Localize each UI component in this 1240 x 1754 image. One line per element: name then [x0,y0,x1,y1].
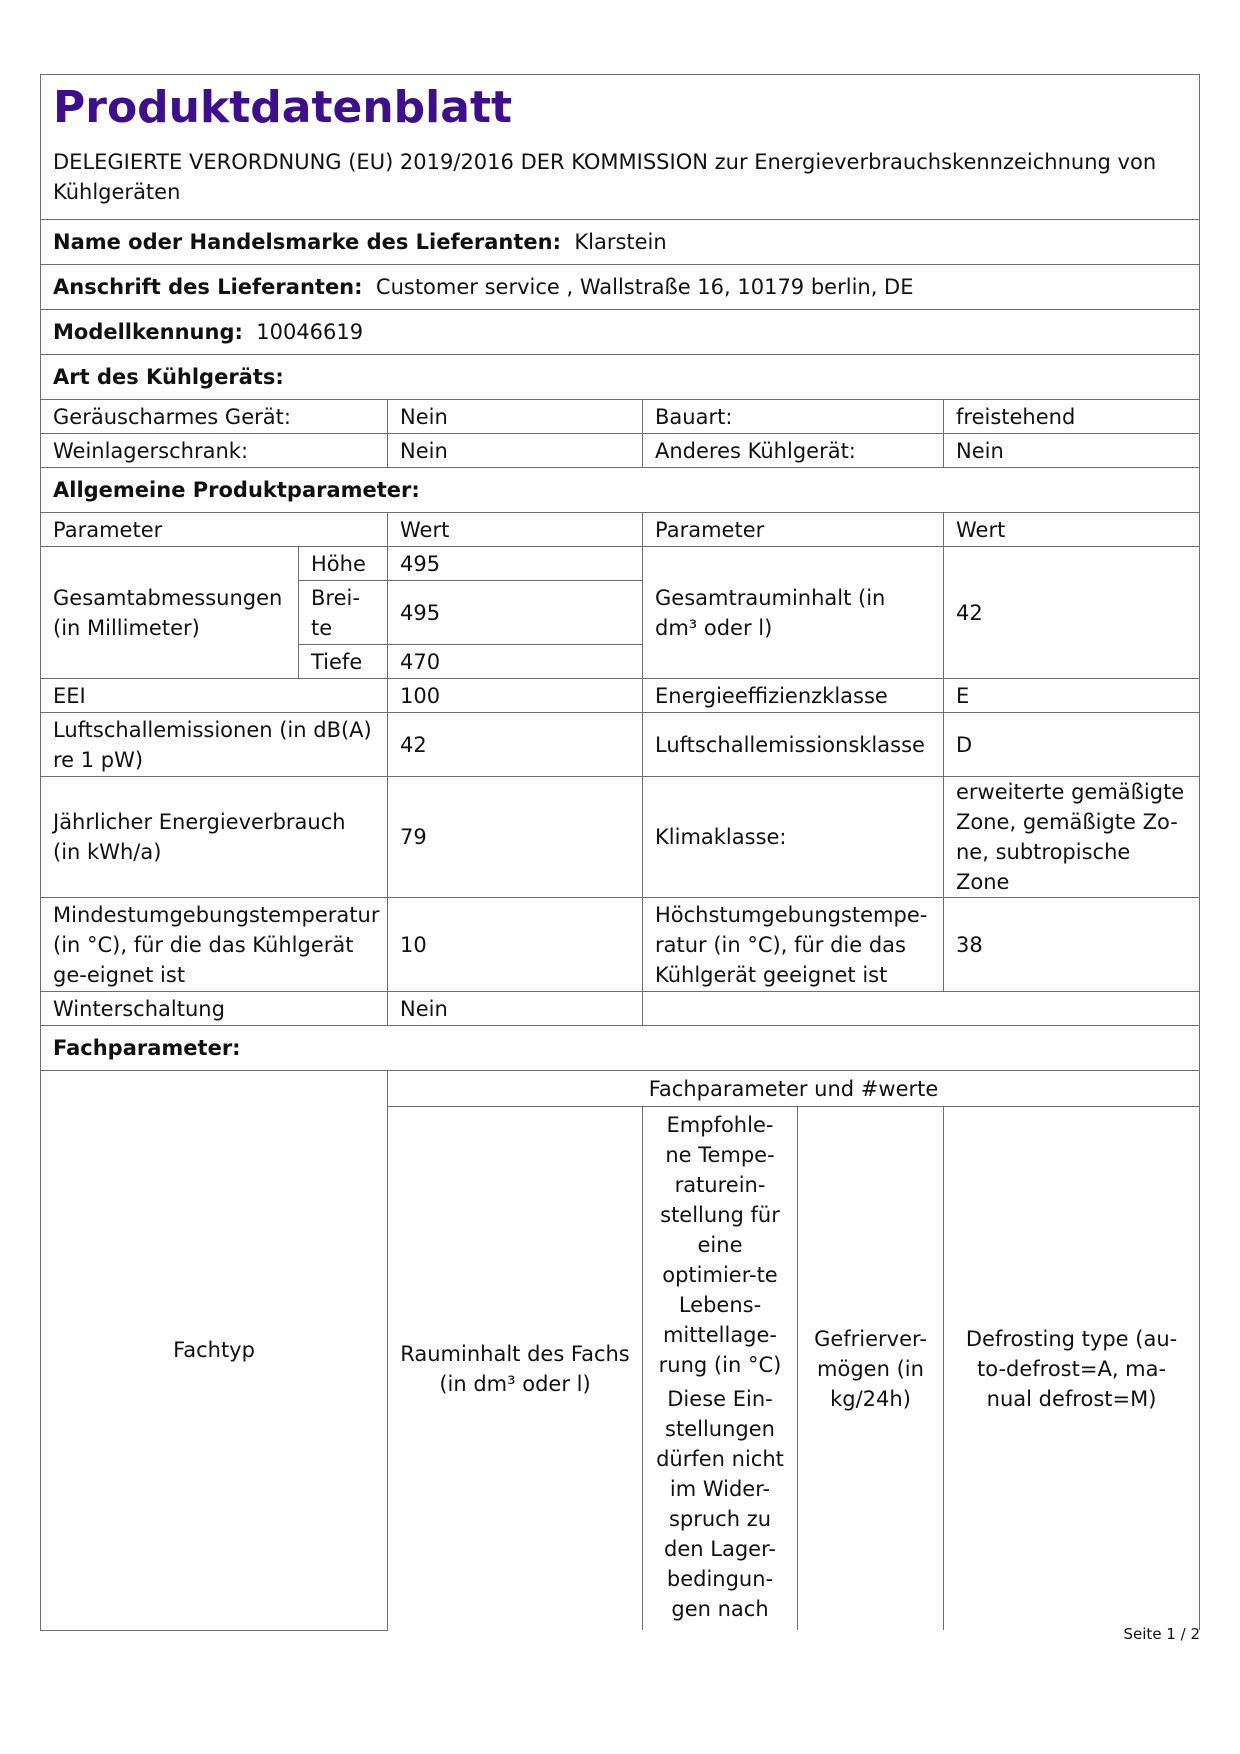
model-label: Modellkennung: [53,320,243,344]
column-header-value: Wert [944,513,1200,547]
page-number: Seite 1 / 2 [1123,1625,1200,1643]
type-value-right: freistehend [944,400,1200,434]
width-value: 495 [388,581,643,645]
type-param-right: Bauart: [643,400,944,434]
temp-recommendation-text: Empfohle-ne Tempe-raturein-stellung für eine optimier-te Lebens-mittellage-rung (in °C) [658,1113,782,1377]
volume-value: 42 [944,547,1200,679]
column-header-parameter: Parameter [41,513,388,547]
compartment-volume-header: Rauminhalt des Fachs (in dm³ oder l) [388,1107,643,1631]
param-right-label: Höchstumgebungstempe-ratur (in °C), für die das Kühlgerät geeignet ist [643,898,944,992]
fachtyp-header: Fachtyp [41,1071,388,1631]
freezing-capacity-header: Gefrierver-mögen (in kg/24h) [798,1107,944,1631]
type-value-right: Nein [944,434,1200,468]
height-value: 495 [388,547,643,581]
dimensions-row [41,547,1200,581]
compartment-section-heading: Fachparameter: [41,1026,1200,1071]
address-value: Customer service , Wallstraße 16, 10179 berlin, DE [375,275,914,299]
column-header-parameter: Parameter [643,513,944,547]
type-param-right: Anderes Kühlgerät: [643,434,944,468]
supplier-label: Name oder Handelsmarke des Lieferanten: [53,230,561,254]
supplier-value: Klarstein [574,230,667,254]
param-row [41,679,1200,713]
type-row [41,400,1200,434]
param-right-label: Klimaklasse: [643,777,944,898]
model-value: 10046619 [256,320,364,344]
param-left-value: Nein [388,992,643,1026]
param-right-label: Energieeffizienzklasse [643,679,944,713]
param-row [41,898,1200,992]
param-row [41,777,1200,898]
volume-label: Gesamtrauminhalt (in dm³ oder l) [643,547,944,679]
supplier-row [41,220,1200,265]
type-value-left: Nein [388,400,643,434]
dimensions-label: Gesamtabmessungen (in Millimeter) [41,547,299,679]
address-row [41,265,1200,310]
param-left-value: 42 [388,713,643,777]
depth-value: 470 [388,645,643,679]
compartment-temp-header [643,1107,798,1631]
general-section-heading: Allgemeine Produktparameter: [41,468,1200,513]
type-param-left: Geräuscharmes Gerät: [41,400,388,434]
compartment-group-header: Fachparameter und #werte [388,1071,1200,1107]
param-left-value: 10 [388,898,643,992]
param-left-value: 100 [388,679,643,713]
param-left-label: EEI [41,679,388,713]
type-param-left: Weinlagerschrank: [41,434,388,468]
temp-setting-note: Diese Ein-stellungen dürfen nicht im Wider-spruch zu den Lager-bedingun-gen nach [656,1387,784,1621]
param-row [41,992,1200,1026]
type-value-left: Nein [388,434,643,468]
param-row [41,713,1200,777]
param-right-value: erweiterte gemäßigte Zone, gemäßigte Zo-ne, subtropische Zone [944,777,1200,898]
param-right-value: E [944,679,1200,713]
width-label: Brei-te [299,581,388,645]
type-section-heading: Art des Kühlgeräts: [41,355,1200,400]
param-left-label: Jährlicher Energieverbrauch (in kWh/a) [41,777,388,898]
column-header-value: Wert [388,513,643,547]
compartment-header-row [41,1071,1200,1107]
datasheet [40,74,1199,1631]
param-right-empty [643,992,1200,1026]
address-label: Anschrift des Lieferanten: [53,275,363,299]
param-left-label: Luftschallemissionen (in dB(A) re 1 pW) [41,713,388,777]
param-left-label: Winterschaltung [41,992,388,1026]
param-right-label: Luftschallemissionsklasse [643,713,944,777]
datasheet-table [40,74,1200,1631]
type-row [41,434,1200,468]
defrost-type-header: Defrosting type (au-to-defrost=A, ma-nual defrost=M) [944,1107,1200,1631]
param-left-label: Mindestumgebungstemperatur (in °C), für die das Kühlgerät ge-eignet ist [41,898,388,992]
param-right-value: 38 [944,898,1200,992]
param-left-value: 79 [388,777,643,898]
regulation-text: DELEGIERTE VERORDNUNG (EU) 2019/2016 DER KOMMISSION zur Energieverbrauchskennzeichnung von Kühlgeräten [53,150,1157,204]
title-block [41,75,1200,220]
depth-label: Tiefe [299,645,388,679]
height-label: Höhe [299,547,388,581]
param-right-value: D [944,713,1200,777]
page-title: Produktdatenblatt [53,82,513,133]
model-row [41,310,1200,355]
general-header-row [41,513,1200,547]
